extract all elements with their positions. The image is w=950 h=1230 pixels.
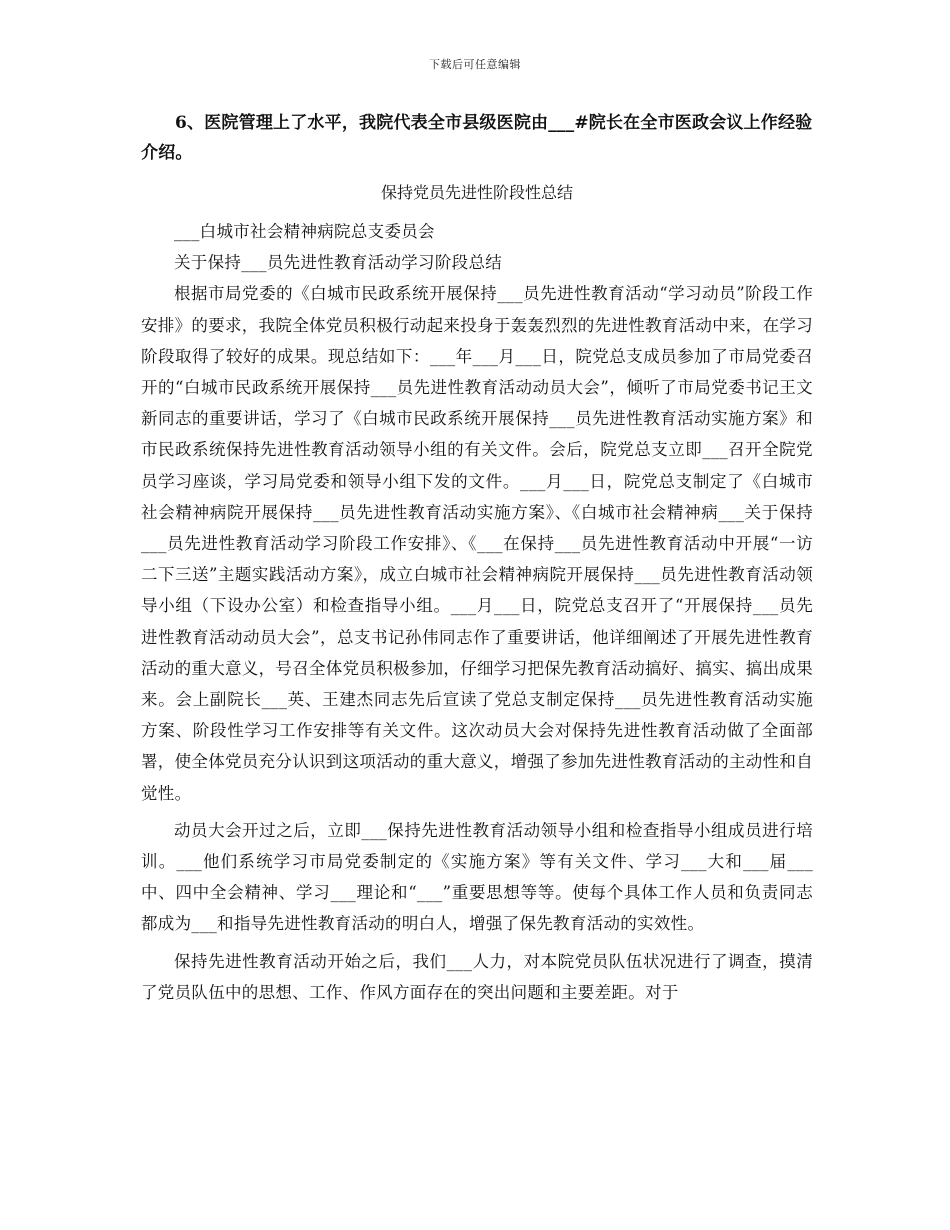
organization-line: ___白城市社会精神病院总支委员会 <box>174 222 435 241</box>
document-body <box>141 108 813 1008</box>
paragraph-3: 保持先进性教育活动开始之后，我们___人力，对本院党员队伍状况进行了调查，摸清了党员队伍中的思想、工作、作风方面存在的突出问题和主要差距。对于 <box>141 951 813 1002</box>
document-title: 保持党员先进性阶段性总结 <box>380 183 573 202</box>
paragraph-1: 根据市局党委的《白城市民政系统开展保持___员先进性教育活动“学习动员”阶段工作安排》的要求，我院全体党员积极行动起来投身于轰轰烈烈的先进性教育活动中来，在学习阶段取得了较好的成果。现总结如下：___年___月___日，院党总支成员参加了市局党委召开的“白城市民政系统开展保持___员先进性教育活动动员大会”，倾听了市局党委书记王文新同志的重要讲话，学习了《白城市民政系统开展保持___员先进性教育活动实施方案》和市民政系统保持先进性教育活动领导小组的有关文件。会后，院党总支立即___召开全院党员学习座谈，学习局党委和领导小组下发的文件。___月___日，院党总支制定了《白城市社会精神病院开展保持___员先进性教育活动实施方案》、《白城市社会精神病___关于保持___员先进性教育活动学习阶段工作安排》、《___在保持___员先进性教育活动中开展“一访二下三送”主题实践活动方案》，成立白城市社会精神病院开展保持___员先进性教育活动领导小组（下设办公室）和检查指导小组。___月___日，院党总支召开了“开展保持___员先进性教育活动动员大会”，总支书记孙伟同志作了重要讲话，他详细阐述了开展先进性教育活动的重大意义，号召全体党员积极参加，仔细学习把保先教育活动搞好、搞实、搞出成果来。会上副院长___英、王建杰同志先后宣读了党总支制定保持___员先进性教育活动实施方案、阶段性学习工作安排等有关文件。这次动员大会对保持先进性教育活动做了全面部署，使全体党员充分认识到这项活动的重大意义，增强了参加先进性教育活动的主动性和自觉性。 <box>141 284 813 803</box>
subtitle-line: 关于保持___员先进性教育活动学习阶段总结 <box>174 253 503 273</box>
section-heading: 6、医院管理上了水平，我院代表全市县级医院由___#院长在全市医政会议上作经验介绍。 <box>141 113 813 163</box>
paragraph-2: 动员大会开过之后，立即___保持先进性教育活动领导小组和检查指导小组成员进行培训。___他们系统学习市局党委制定的《实施方案》等有关文件、学习___大和___届___中、四中全会精神、学习___理论和“___”重要思想等等。使每个具体工作人员和负责同志都成为___和指导先进性教育活动的明白人，增强了保先教育活动的实效性。 <box>141 820 813 934</box>
page-header-note: 下载后可任意编辑 <box>429 58 521 71</box>
